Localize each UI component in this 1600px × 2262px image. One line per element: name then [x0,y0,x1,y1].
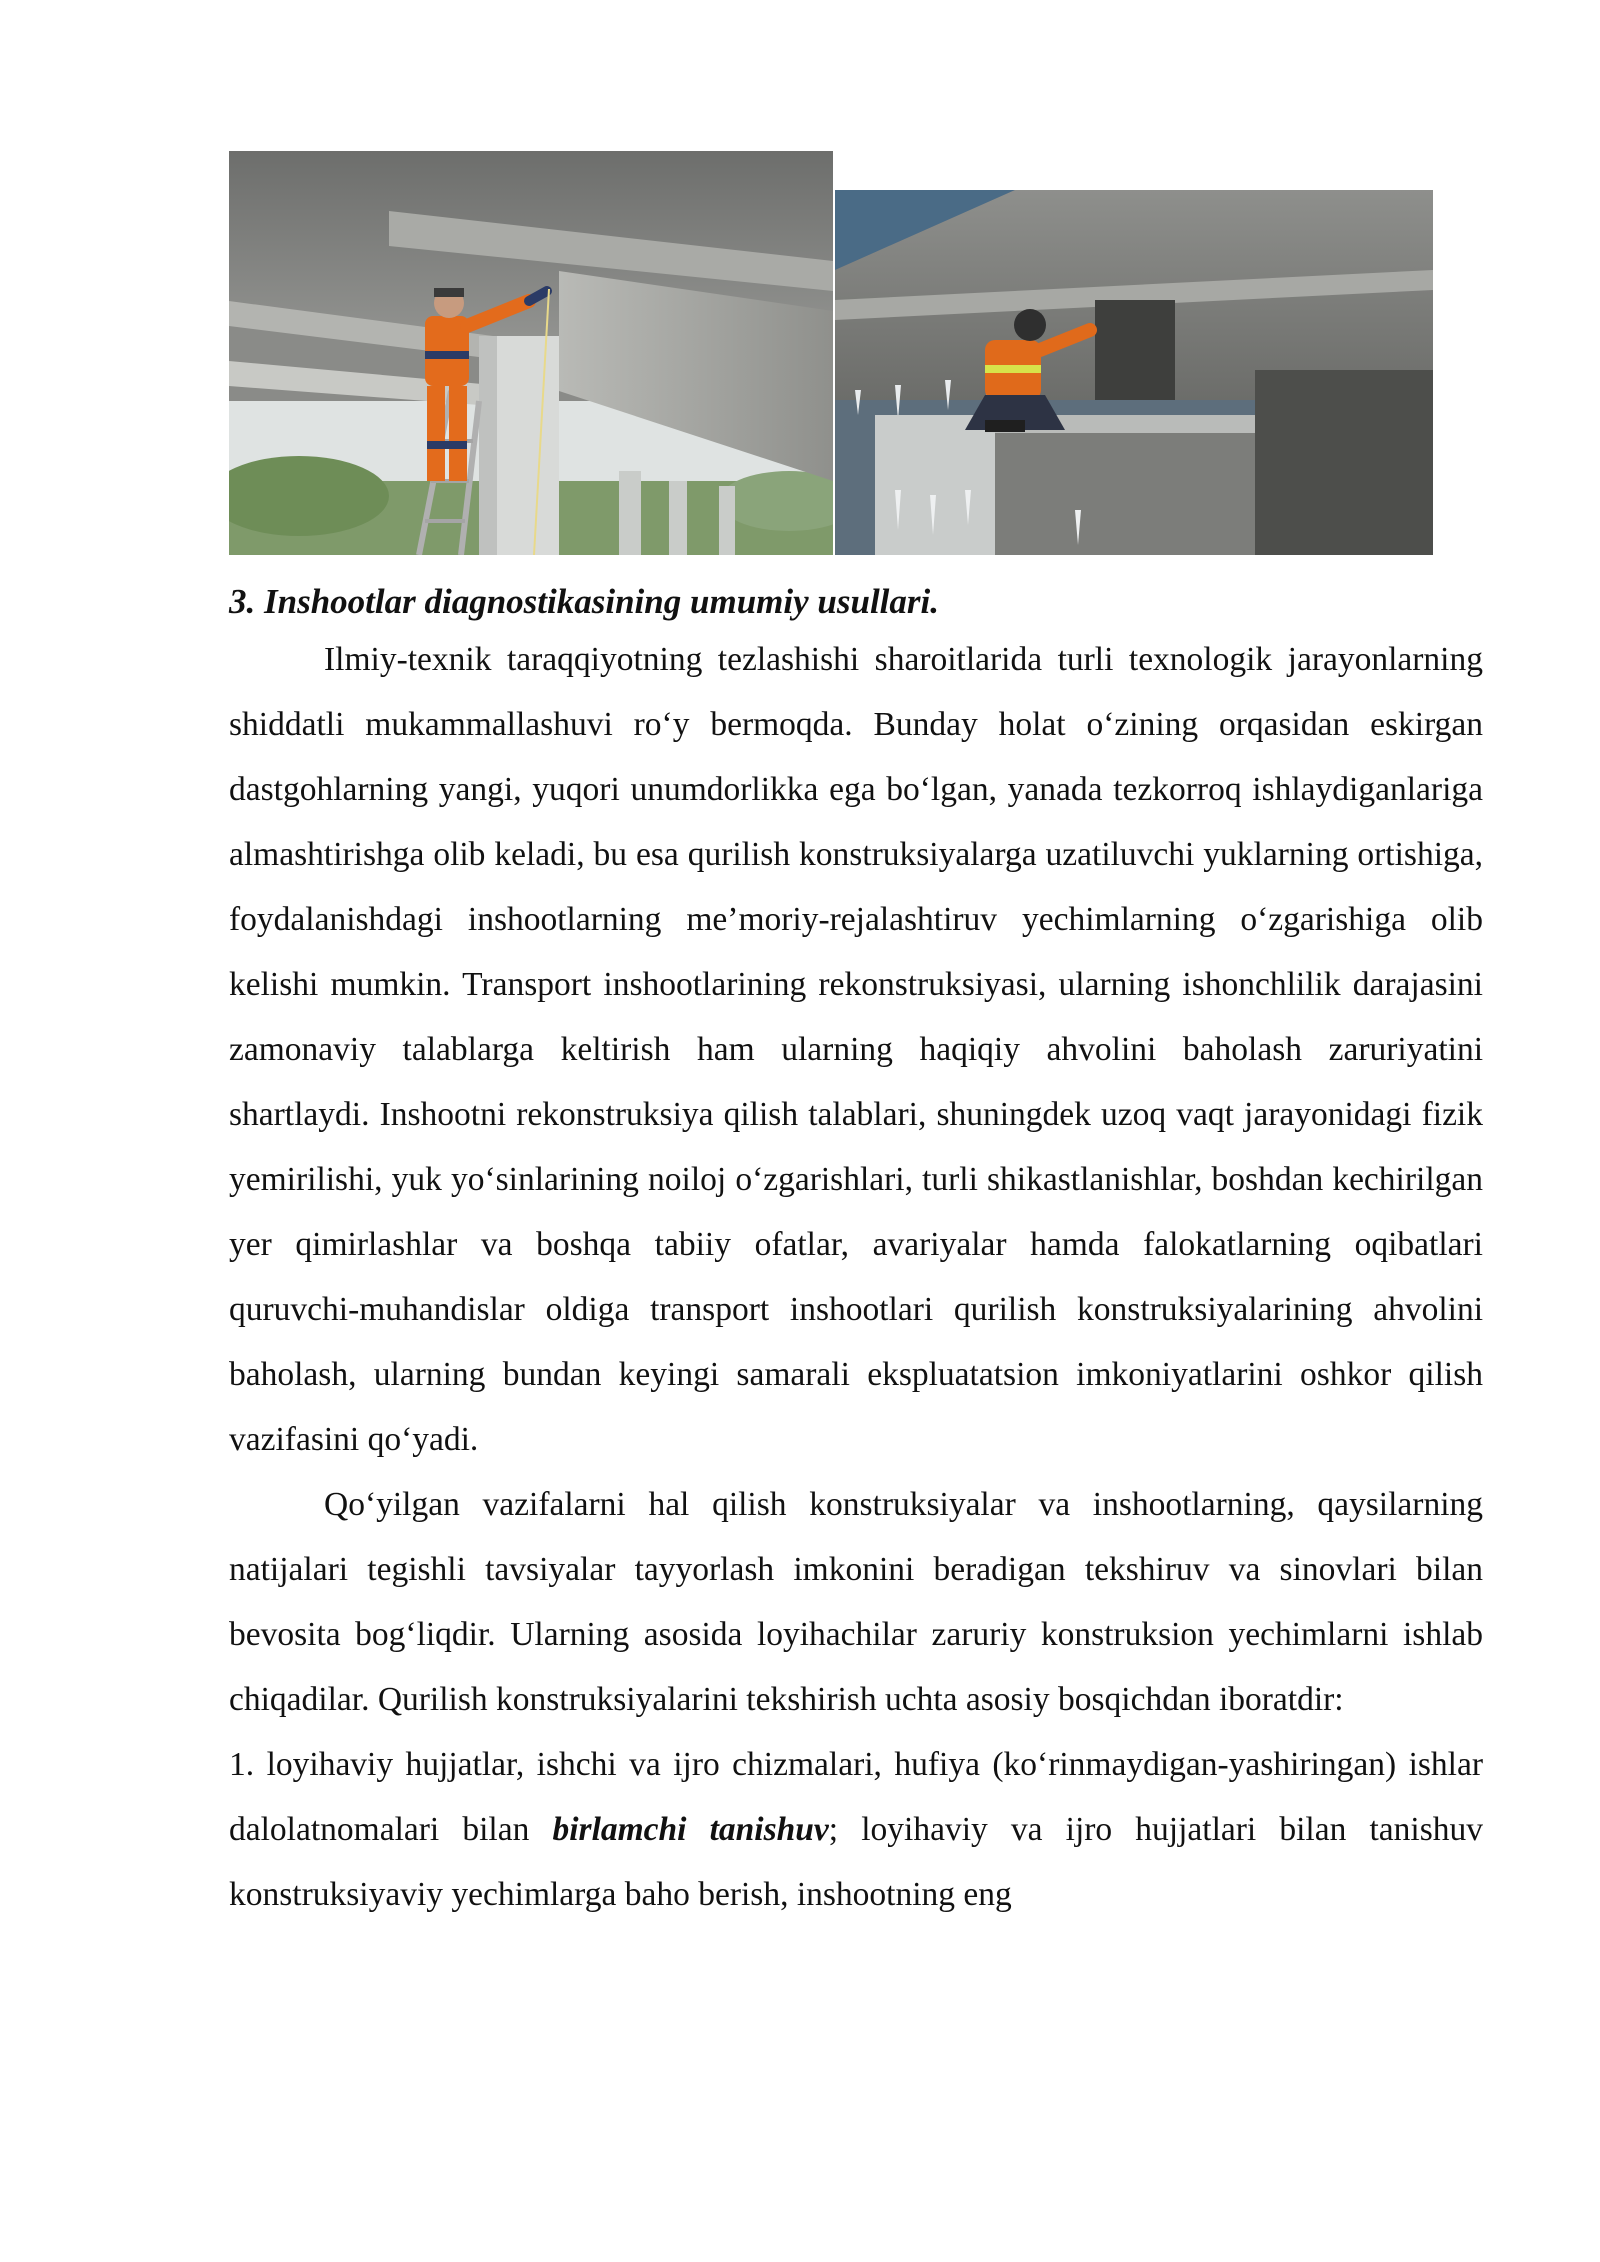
bridge-underside-image [229,151,833,555]
list-item-1 [229,1732,1483,1927]
list-item-text-after: ; loyihaviy va ijro hujjatlari bilan tanishuv konstruksiyaviy yechimlarga baho berish, inshootning eng [229,1811,1483,1913]
list-item-text-before: 1. loyihaviy hujjatlar, ishchi va ijro chizmalari, hufiya (ko‘rinmaydigan-yashiringan) ishlar dalolatnomalari bilan [229,1746,1483,1848]
section-heading: 3. Inshootlar diagnostikasining umumiy usullari. [229,582,939,621]
paragraph-2: Qo‘yilgan vazifalarni hal qilish konstruksiyalar va inshootlarning, qaysilarning natijalari tegishli tavsiyalar tayyorlash imkonini beradigan tekshiruv va sinovlari bilan bevosita bog‘liqdir. Ularning asosida loyihachilar zaruriy konstruksion yechimlarni ishlab chiqadilar. Qurilish konstruksiyalarini tekshirish uchta asosiy bosqichdan iboratdir: [229,1486,1483,1718]
bridge-bearing-photo [835,190,1433,555]
paragraph-1: Ilmiy-texnik taraqqiyotning tezlashishi sharoitlarida turli texnologik jarayonlarning shiddatli mukammallashuvi ro‘y bermoqda. Bunday holat o‘zining orqasidan eskirgan dastgohlarning yangi, yuqori unumdorlikka ega bo‘lgan, yanada tezkorroq ishlaydiganlariga almashtirishga olib keladi, bu esa qurilish konstruksiyalarga uzatiluvchi yuklarning ortishiga, foydalanishdagi inshootlarning me’moriy-rejalashtiruv yechimlarning o‘zgarishiga olib kelishi mumkin. Transport inshootlarining rekonstruksiyasi, ularning ishonchlilik darajasini zamonaviy talablarga keltirish ham ularning haqiqiy ahvolini baholash zaruriyatini shartlaydi. Inshootni rekonstruksiya qilish talablari, shuningdek uzoq vaqt jarayonidagi fizik yemirilishi, yuk yo‘sinlarining noiloj o‘zgarishlari, turli shikastlanishlar, boshdan kechirilgan yer qimirlashlar va boshqa tabiiy ofatlar, avariyalar hamda falokatlarning oqibatlari quruvchi-muhandislar oldiga transport inshootlari qurilish konstruksiyalarining ahvolini baholash, ularning bundan keyingi samarali ekspluatatsion imkoniyatlarini oshkor qilish vazifasini qo‘yadi. [229,641,1483,1458]
list-item-emphasis: birlamchi tanishuv [552,1811,829,1848]
bridge-underside-photo [229,151,833,555]
body-text [229,627,1483,1927]
bridge-bearing-image [835,190,1433,555]
